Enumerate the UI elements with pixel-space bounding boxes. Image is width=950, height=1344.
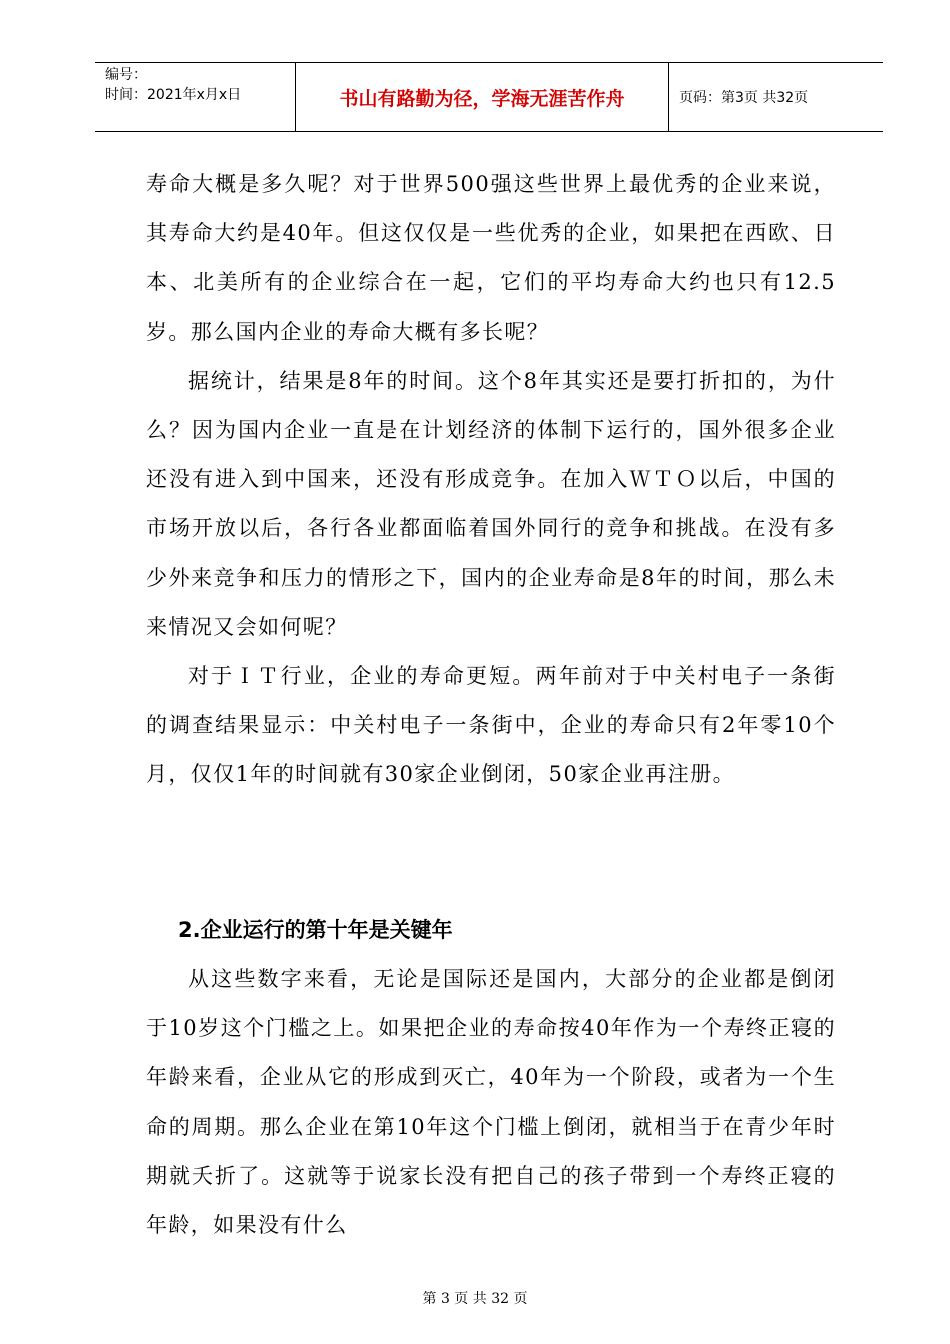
body-section-1 [146,160,836,800]
header-motto [295,63,669,131]
header-page-info [669,63,883,131]
header-meta [95,63,295,131]
paragraph-3: 对于ＩＴ行业，企业的寿命更短。两年前对于中关村电子一条街的调查结果显示：中关村电子一条街中，企业的寿命只有2年零10个月，仅仅1年的时间就有30家企业倒闭，50家企业再注册。 [146,664,836,787]
body-section-2 [146,955,836,1250]
page-info-text: 页码：第3页 共32页 [679,90,809,106]
paragraph-4: 从这些数字来看，无论是国际还是国内，大部分的企业都是倒闭于10岁这个门槛之上。如果把企业的寿命按40年作为一个寿终正寝的年龄来看，企业从它的形成到灭亡，40年为一个阶段，或者为一个生命的周期。那么企业在第10年这个门槛上倒闭，就相当于在青少年时期就夭折了。这就等于说家长没有把自己的孩子带到一个寿终正寝的年龄，如果没有什么 [146,967,836,1238]
page-footer: 第 3 页 共 32 页 [422,1291,528,1307]
section-heading: 2.企业运行的第十年是关键年 [178,918,453,942]
page-header [95,62,883,132]
time-label: 时间：2021年x月x日 [105,87,242,103]
code-label: 编号： [105,67,147,83]
paragraph-2: 据统计，结果是8年的时间。这个8年其实还是要打折扣的，为什么？因为国内企业一直是在计划经济的体制下运行的，国外很多企业还没有进入到中国来，还没有形成竞争。在加入ＷＴＯ以后，中国的市场开放以后，各行各业都面临着国外同行的竞争和挑战。在没有多少外来竞争和压力的情形之下，国内的企业寿命是8年的时间，那么未来情况又会如何呢？ [146,368,836,639]
paragraph-1: 寿命大概是多久呢？对于世界500强这些世界上最优秀的企业来说，其寿命大约是40年。但这仅仅是一些优秀的企业，如果把在西欧、日本、北美所有的企业综合在一起，它们的平均寿命大约也只有12.5岁。那么国内企业的寿命大概有多长呢？ [146,172,836,344]
motto-text: 书山有路勤为径，学海无涯苦作舟 [339,87,625,110]
